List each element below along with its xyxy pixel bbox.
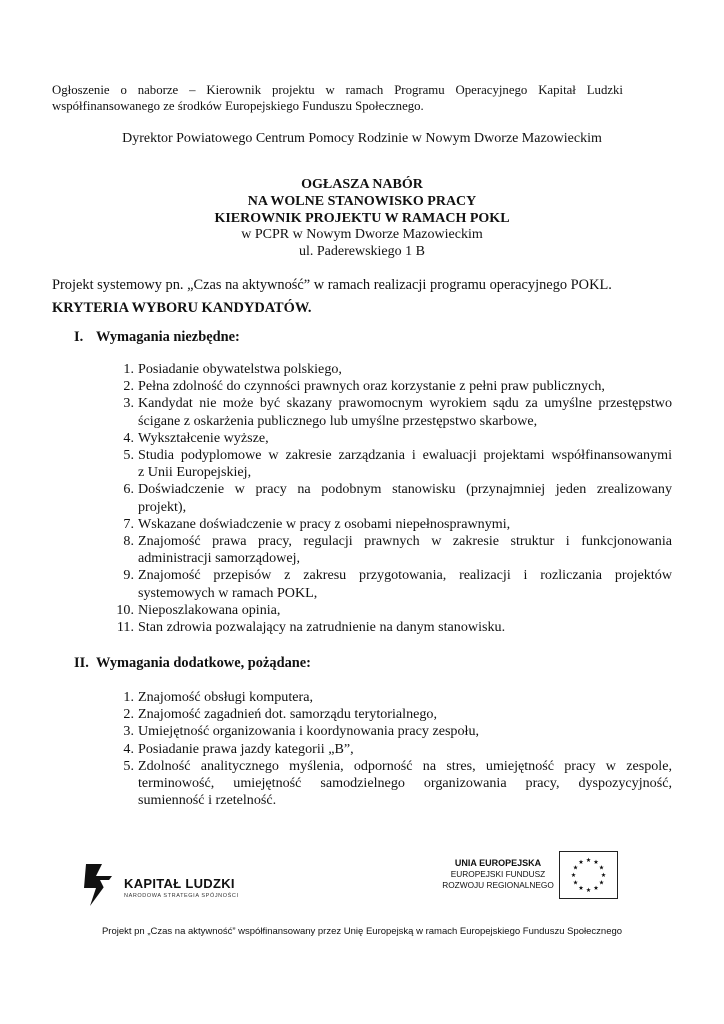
list-item-text: ścigane z oskarżenia publicznego lub umyślne przestępstwo skarbowe, <box>138 412 538 429</box>
eu-logo-text <box>442 858 554 891</box>
list-item-text: Wykształcenie wyższe, <box>138 429 269 446</box>
list-item <box>115 516 672 533</box>
kapital-ludzki-text: KAPITAŁ LUDZKI <box>124 876 235 891</box>
director-line: Dyrektor Powiatowego Centrum Pomocy Rodzinie w Nowym Dworze Mazowieckim <box>122 131 602 146</box>
list-item-number: 10. <box>116 601 134 618</box>
section-1-heading <box>74 329 240 346</box>
list-item-number: 4. <box>123 740 134 757</box>
eu-star-icon <box>571 873 576 877</box>
list-item-text: projekt), <box>138 498 187 515</box>
list-item-text: Stan zdrowia pozwalający na zatrudnienie na danym stanowisku. <box>138 619 506 636</box>
list-item-text: Pełna zdolność do czynności prawnych oraz korzystanie z pełni praw publicznych, <box>138 378 605 395</box>
list-item-number: 3. <box>123 723 134 740</box>
list-item-text: Zdolność analitycznego myślenia, odporność na stres, umiejętność pracy w zespole, <box>138 757 672 774</box>
list-item-number: 9. <box>123 567 134 584</box>
list-item-text: Posiadanie obywatelstwa polskiego, <box>138 361 342 377</box>
list-item-number: 8. <box>123 533 134 550</box>
required-criteria-list <box>115 361 672 636</box>
footer-note: Projekt pn „Czas na aktywność” współfinansowany przez Unię Europejską w ramach Europejskiego Funduszu Społecznego <box>101 926 623 937</box>
list-item <box>115 361 672 378</box>
list-item-text: Wskazane doświadczenie w pracy z osobami niepełnosprawnymi, <box>138 515 511 532</box>
list-item-number: 2. <box>123 706 134 723</box>
list-item <box>115 758 672 810</box>
list-item-text: Kandydat nie może być skazany prawomocnym wyrokiem sądu za umyślne przestępstwo <box>138 395 672 412</box>
eu-star-icon <box>586 888 591 892</box>
list-item <box>115 533 672 567</box>
list-item <box>115 619 672 636</box>
list-item-number: 2. <box>123 378 134 395</box>
list-item-text: Umiejętność organizowania i koordynowania pracy zespołu, <box>138 723 480 740</box>
eu-fund-line: EUROPEJSKI FUNDUSZ <box>450 869 546 879</box>
heading-line-3: KIEROWNIK PROJEKTU W RAMACH POKL <box>214 210 510 226</box>
list-item-number: 4. <box>123 429 134 446</box>
eu-star-icon <box>579 886 584 890</box>
eu-star-icon <box>573 865 578 869</box>
list-item-text: terminowość, umiejętność samodzielnego organizowania pracy, dyspozycyjność, <box>138 775 672 792</box>
list-item-number: 6. <box>123 481 134 498</box>
heading-line-4: w PCPR w Nowym Dworze Mazowieckim <box>241 227 483 243</box>
section-2-heading <box>74 655 311 672</box>
eu-star-icon <box>573 880 578 884</box>
list-item <box>115 723 672 740</box>
project-description: Projekt systemowy pn. „Czas na aktywność” w ramach realizacji programu operacyjnego POKL. <box>52 277 612 293</box>
list-item <box>115 741 672 758</box>
section-2-title: Wymagania dodatkowe, pożądane: <box>96 655 311 671</box>
list-item-text: Znajomość zagadnień dot. samorządu terytorialnego, <box>138 706 437 723</box>
list-item-number: 11. <box>116 619 134 636</box>
list-item-text: Znajomość przepisów z zakresu przygotowania, realizacji i rozliczania projektów <box>138 567 672 584</box>
eu-star-icon <box>579 860 584 864</box>
list-item-number: 1. <box>123 361 134 377</box>
announcement-heading <box>0 177 724 261</box>
list-item-number: 5. <box>123 757 134 774</box>
eu-star-icon <box>594 886 599 890</box>
eu-star-icon <box>601 873 606 877</box>
eu-star-icon <box>599 865 604 869</box>
eu-title: UNIA EUROPEJSKA <box>454 858 542 868</box>
list-item-text: Posiadanie prawa jazdy kategorii „B”, <box>138 740 354 757</box>
list-item-text: administracji samorządowej, <box>138 550 301 567</box>
intro-line-1: Ogłoszenie o naborze – Kierownik projektu w ramach Programu Operacyjnego Kapitał Ludzki <box>52 83 623 97</box>
heading-line-1: OGŁASZA NABÓR <box>301 177 423 192</box>
eu-star-icon <box>586 858 591 862</box>
list-item-text: systemowych w ramach POKL, <box>138 584 318 601</box>
list-item-number: 1. <box>123 689 134 705</box>
kapital-ludzki-emblem-icon <box>82 862 116 908</box>
eu-star-icon <box>594 860 599 864</box>
eu-flag-icon <box>559 851 618 899</box>
list-item <box>115 602 672 619</box>
eu-logo <box>442 851 616 901</box>
list-item <box>115 689 672 706</box>
heading-line-2: NA WOLNE STANOWISKO PRACY <box>247 193 477 209</box>
list-item <box>115 430 672 447</box>
list-item-text: Studia podyplomowe w zakresie zarządzania i ewaluacji projektami współfinansowanymi <box>138 447 672 464</box>
list-item-number: 3. <box>123 395 134 412</box>
eu-fund-line-2: ROZWOJU REGIONALNEGO <box>442 880 554 890</box>
criteria-title: KRYTERIA WYBORU KANDYDATÓW. <box>52 300 312 316</box>
list-item-number: 5. <box>123 447 134 464</box>
list-item-text: sumienność i rzetelność. <box>138 792 277 809</box>
list-item-text: Znajomość obsługi komputera, <box>138 689 313 705</box>
announcement-intro <box>52 82 623 114</box>
list-item <box>115 481 672 515</box>
intro-line-2: współfinansowanego ze środków Europejskiego Funduszu Społecznego. <box>52 99 424 113</box>
list-item-text: Doświadczenie w pracy na podobnym stanowisku (przynajmniej jeden zrealizowany <box>138 481 672 498</box>
section-2-number: II. <box>74 655 89 671</box>
list-item <box>115 447 672 481</box>
list-item <box>115 706 672 723</box>
list-item-text: z Unii Europejskiej, <box>138 464 252 481</box>
section-1-title: Wymagania niezbędne: <box>96 329 240 345</box>
heading-line-5: ul. Paderewskiego 1 B <box>299 244 425 260</box>
additional-criteria-list <box>115 689 672 809</box>
list-item-text: Znajomość prawa pracy, regulacji prawnych w zakresie struktur i funkcjonowania <box>138 533 672 550</box>
list-item-text: Nieposzlakowana opinia, <box>138 601 281 618</box>
kapital-ludzki-logo <box>82 862 262 912</box>
kapital-ludzki-subtitle: NARODOWA STRATEGIA SPÓJNOŚCI <box>124 893 239 899</box>
eu-star-icon <box>599 880 604 884</box>
list-item <box>115 378 672 395</box>
list-item <box>115 395 672 429</box>
list-item <box>115 567 672 601</box>
list-item-number: 7. <box>123 515 134 532</box>
section-1-number: I. <box>74 329 84 345</box>
